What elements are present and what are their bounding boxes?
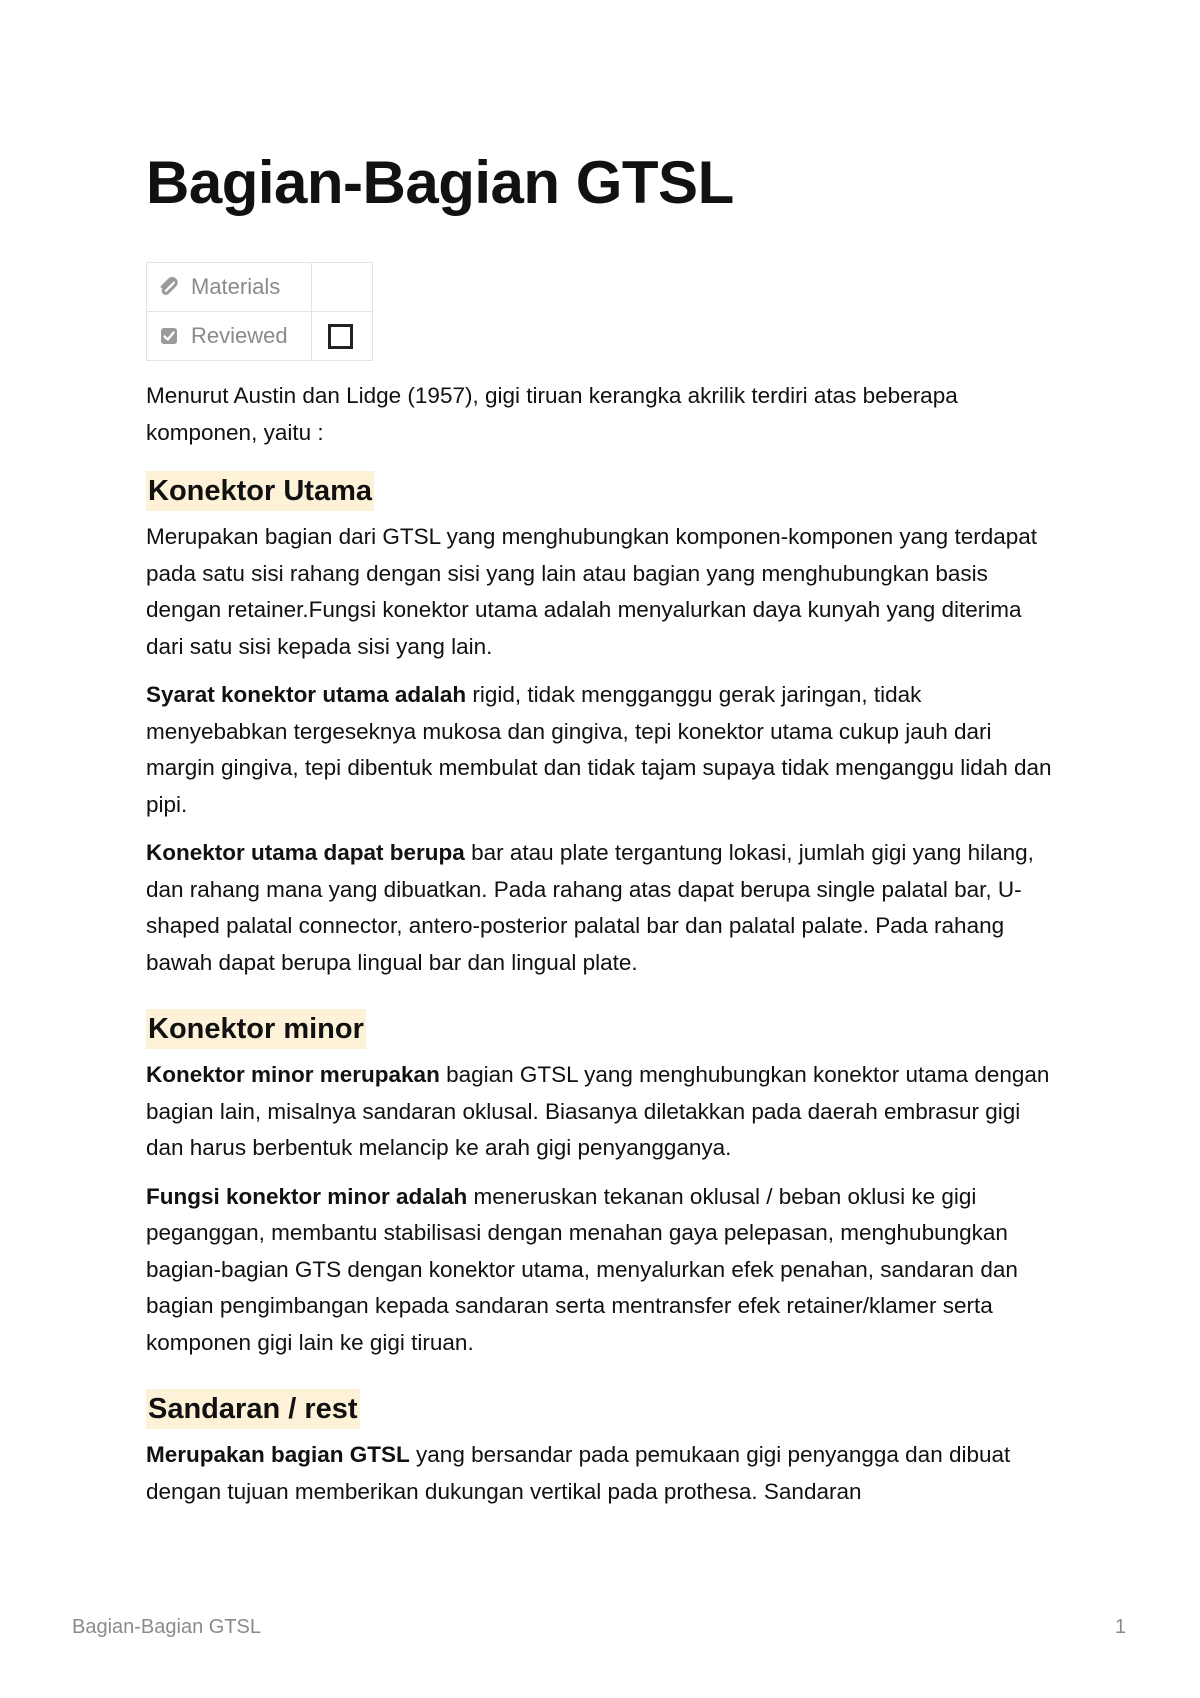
page-title: Bagian-Bagian GTSL <box>146 149 734 216</box>
property-row-reviewed <box>147 312 373 361</box>
bold-lead: Konektor minor merupakan <box>146 1062 440 1087</box>
konektor-minor-paragraph-1: Konektor minor merupakan bagian GTSL yang menghubungkan konektor utama dengan bagian lain, misalnya sandaran oklusal. Biasanya diletakkan pada daerah embrasur gigi dan harus berbentuk melancip ke arah gigi penyangganya. <box>146 1062 1050 1160</box>
bold-lead: Konektor utama dapat berupa <box>146 840 465 865</box>
sandaran-paragraph-1: Merupakan bagian GTSL yang bersandar pada pemukaan gigi penyangga dan dibuat dengan tujuan memberikan dukungan vertikal pada prothesa. Sandaran <box>146 1442 1011 1504</box>
reviewed-checkbox[interactable] <box>328 324 353 349</box>
konektor-utama-paragraph-3: Konektor utama dapat berupa bar atau plate tergantung lokasi, jumlah gigi yang hilang, dan rahang mana yang dibuatkan. Pada rahang atas dapat berupa single palatal bar, U-shaped palatal connector, antero-posterior palatal bar dan palatal palate. Pada rahang bawah dapat berupa lingual bar dan lingual plate. <box>146 840 1034 975</box>
checkbox-property-icon <box>159 326 179 346</box>
konektor-utama-paragraph-2: Syarat konektor utama adalah rigid, tidak mengganggu gerak jaringan, tidak menyebabkan tergeseknya mukosa dan gingiva, tepi konektor utama cukup jauh dari margin gingiva, tepi dibentuk membulat dan tidak tajam supaya tidak menganggu lidah dan pipi. <box>146 682 1052 817</box>
paperclip-icon <box>159 277 179 297</box>
konektor-minor-paragraph-2: Fungsi konektor minor adalah meneruskan tekanan oklusal / beban oklusi ke gigi peganggan, membantu stabilisasi dengan menahan gaya pelepasan, menghubungkan bagian-bagian GTS dengan konektor utama, menyalurkan efek penahan, sandaran dan bagian pengimbangan kepada sandaran serta mentransfer efek retainer/klamer serta komponen gigi lain ke gigi tiruan. <box>146 1183 1018 1355</box>
intro-paragraph: Menurut Austin dan Lidge (1957), gigi tiruan kerangka akrilik terdiri atas beberapa komponen, yaitu : <box>146 383 958 445</box>
konektor-utama-paragraph-1: Merupakan bagian dari GTSL yang menghubungkan komponen-komponen yang terdapat pada satu sisi rahang dengan sisi yang lain atau bagian yang menghubungkan basis dengan retainer.Fungsi konektor utama adalah menyalurkan daya kunyah yang diterima dari satu sisi kepada sisi yang lain. <box>146 524 1038 659</box>
property-label-reviewed: Reviewed <box>191 323 288 348</box>
property-label-materials: Materials <box>191 274 281 299</box>
bold-lead: Merupakan bagian GTSL <box>146 1442 410 1467</box>
bold-lead: Fungsi konektor minor adalah <box>146 1183 468 1209</box>
bold-lead: Syarat konektor utama adalah <box>146 682 467 707</box>
footer-page-number: 1 <box>1114 1616 1126 1638</box>
footer-doc-title: Bagian-Bagian GTSL <box>72 1616 262 1638</box>
property-value-materials[interactable] <box>312 263 373 312</box>
properties-table <box>146 262 373 361</box>
heading-sandaran: Sandaran / rest <box>146 1389 360 1429</box>
property-row-materials <box>147 263 373 312</box>
heading-konektor-minor: Konektor minor <box>146 1009 366 1049</box>
heading-konektor-utama: Konektor Utama <box>146 471 374 511</box>
document-body <box>146 378 1056 1522</box>
